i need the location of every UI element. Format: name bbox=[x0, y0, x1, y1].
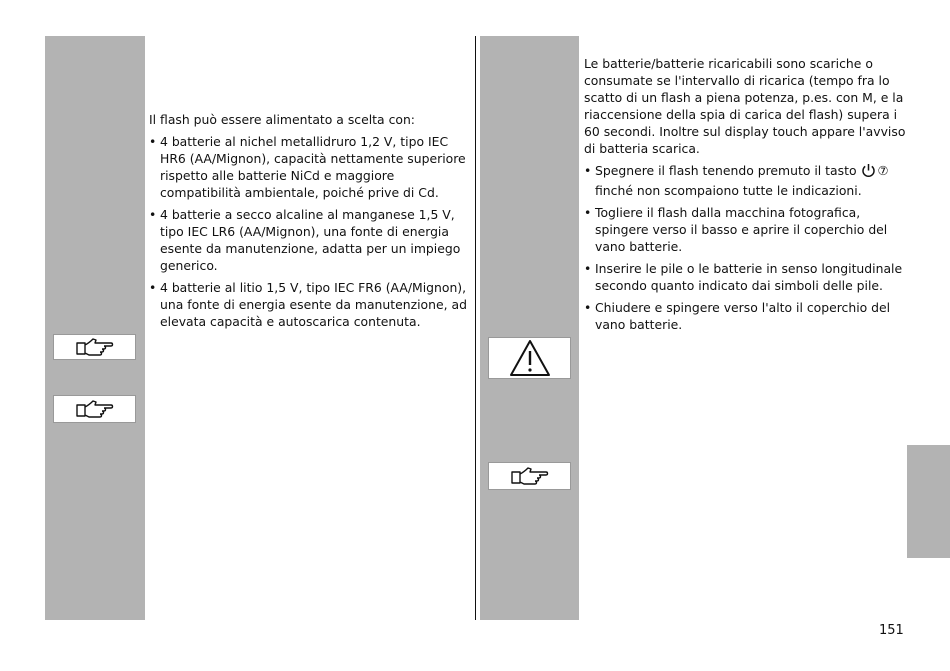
pointing-hand-icon bbox=[53, 395, 136, 423]
list-item: • Togliere il flash dalla macchina fotografica, spingere verso il basso e aprire il coperchio del vano batterie. bbox=[584, 205, 888, 254]
page-divider bbox=[475, 36, 476, 620]
bullet-glyph: • bbox=[149, 134, 157, 149]
list-item: • 4 batterie al nichel metallidruro 1,2 V, tipo IEC HR6 (AA/Mignon), capacità nettamente superiore rispetto alle batterie NiCd e maggiore compatibilità ambientale, poiché prive di Cd. bbox=[149, 134, 466, 200]
right-margin-column bbox=[480, 36, 579, 620]
left-bullet-list bbox=[149, 133, 471, 330]
section-tab bbox=[907, 445, 950, 558]
bullet-glyph: • bbox=[584, 261, 592, 276]
right-bullet-list bbox=[584, 162, 908, 333]
left-column-text bbox=[149, 111, 471, 335]
power-icon bbox=[861, 163, 876, 182]
page-number: 151 bbox=[879, 623, 904, 638]
list-item: • 4 batterie al litio 1,5 V, tipo IEC FR6 (AA/Mignon), una fonte di energia esente da manutenzione, ad elevata capacità e autoscarica contenuta. bbox=[149, 280, 467, 329]
left-margin-column bbox=[45, 36, 145, 620]
bullet-glyph: • bbox=[584, 205, 592, 220]
bullet-glyph: • bbox=[584, 163, 592, 178]
list-item: • Inserire le pile o le batterie in senso longitudinale secondo quanto indicato dai simboli delle pile. bbox=[584, 261, 903, 293]
pointing-hand-icon bbox=[53, 334, 136, 360]
list-item: • 4 batterie a secco alcaline al manganese 1,5 V, tipo IEC LR6 (AA/Mignon), una fonte di energia esente da manutenzione, adatta per un impiego generico. bbox=[149, 207, 461, 273]
bullet-glyph: • bbox=[149, 207, 157, 222]
list-item: • Chiudere e spingere verso l'alto il coperchio del vano batterie. bbox=[584, 300, 891, 332]
warning-triangle-icon bbox=[488, 337, 571, 379]
list-item: • Spegnere il flash tenendo premuto il tasto ⑦ finché non scompaiono tutte le indicazioni. bbox=[584, 163, 889, 198]
right-column-text bbox=[584, 55, 908, 338]
pointing-hand-icon bbox=[488, 462, 571, 490]
right-intro: Le batterie/batterie ricaricabili sono scariche o consumate se l'intervallo di ricarica (tempo fra lo scatto di un flash a piena potenza, p.es. con M, e la riaccensione della spia di carica del flash) supera i 60 secondi. Inoltre sul display touch appare l'avviso di batteria scarica. bbox=[584, 56, 906, 156]
left-intro: Il flash può essere alimentato a scelta con: bbox=[149, 112, 415, 127]
button-number-label: ⑦ bbox=[877, 163, 889, 178]
bullet-glyph: • bbox=[584, 300, 592, 315]
bullet-glyph: • bbox=[149, 280, 157, 295]
